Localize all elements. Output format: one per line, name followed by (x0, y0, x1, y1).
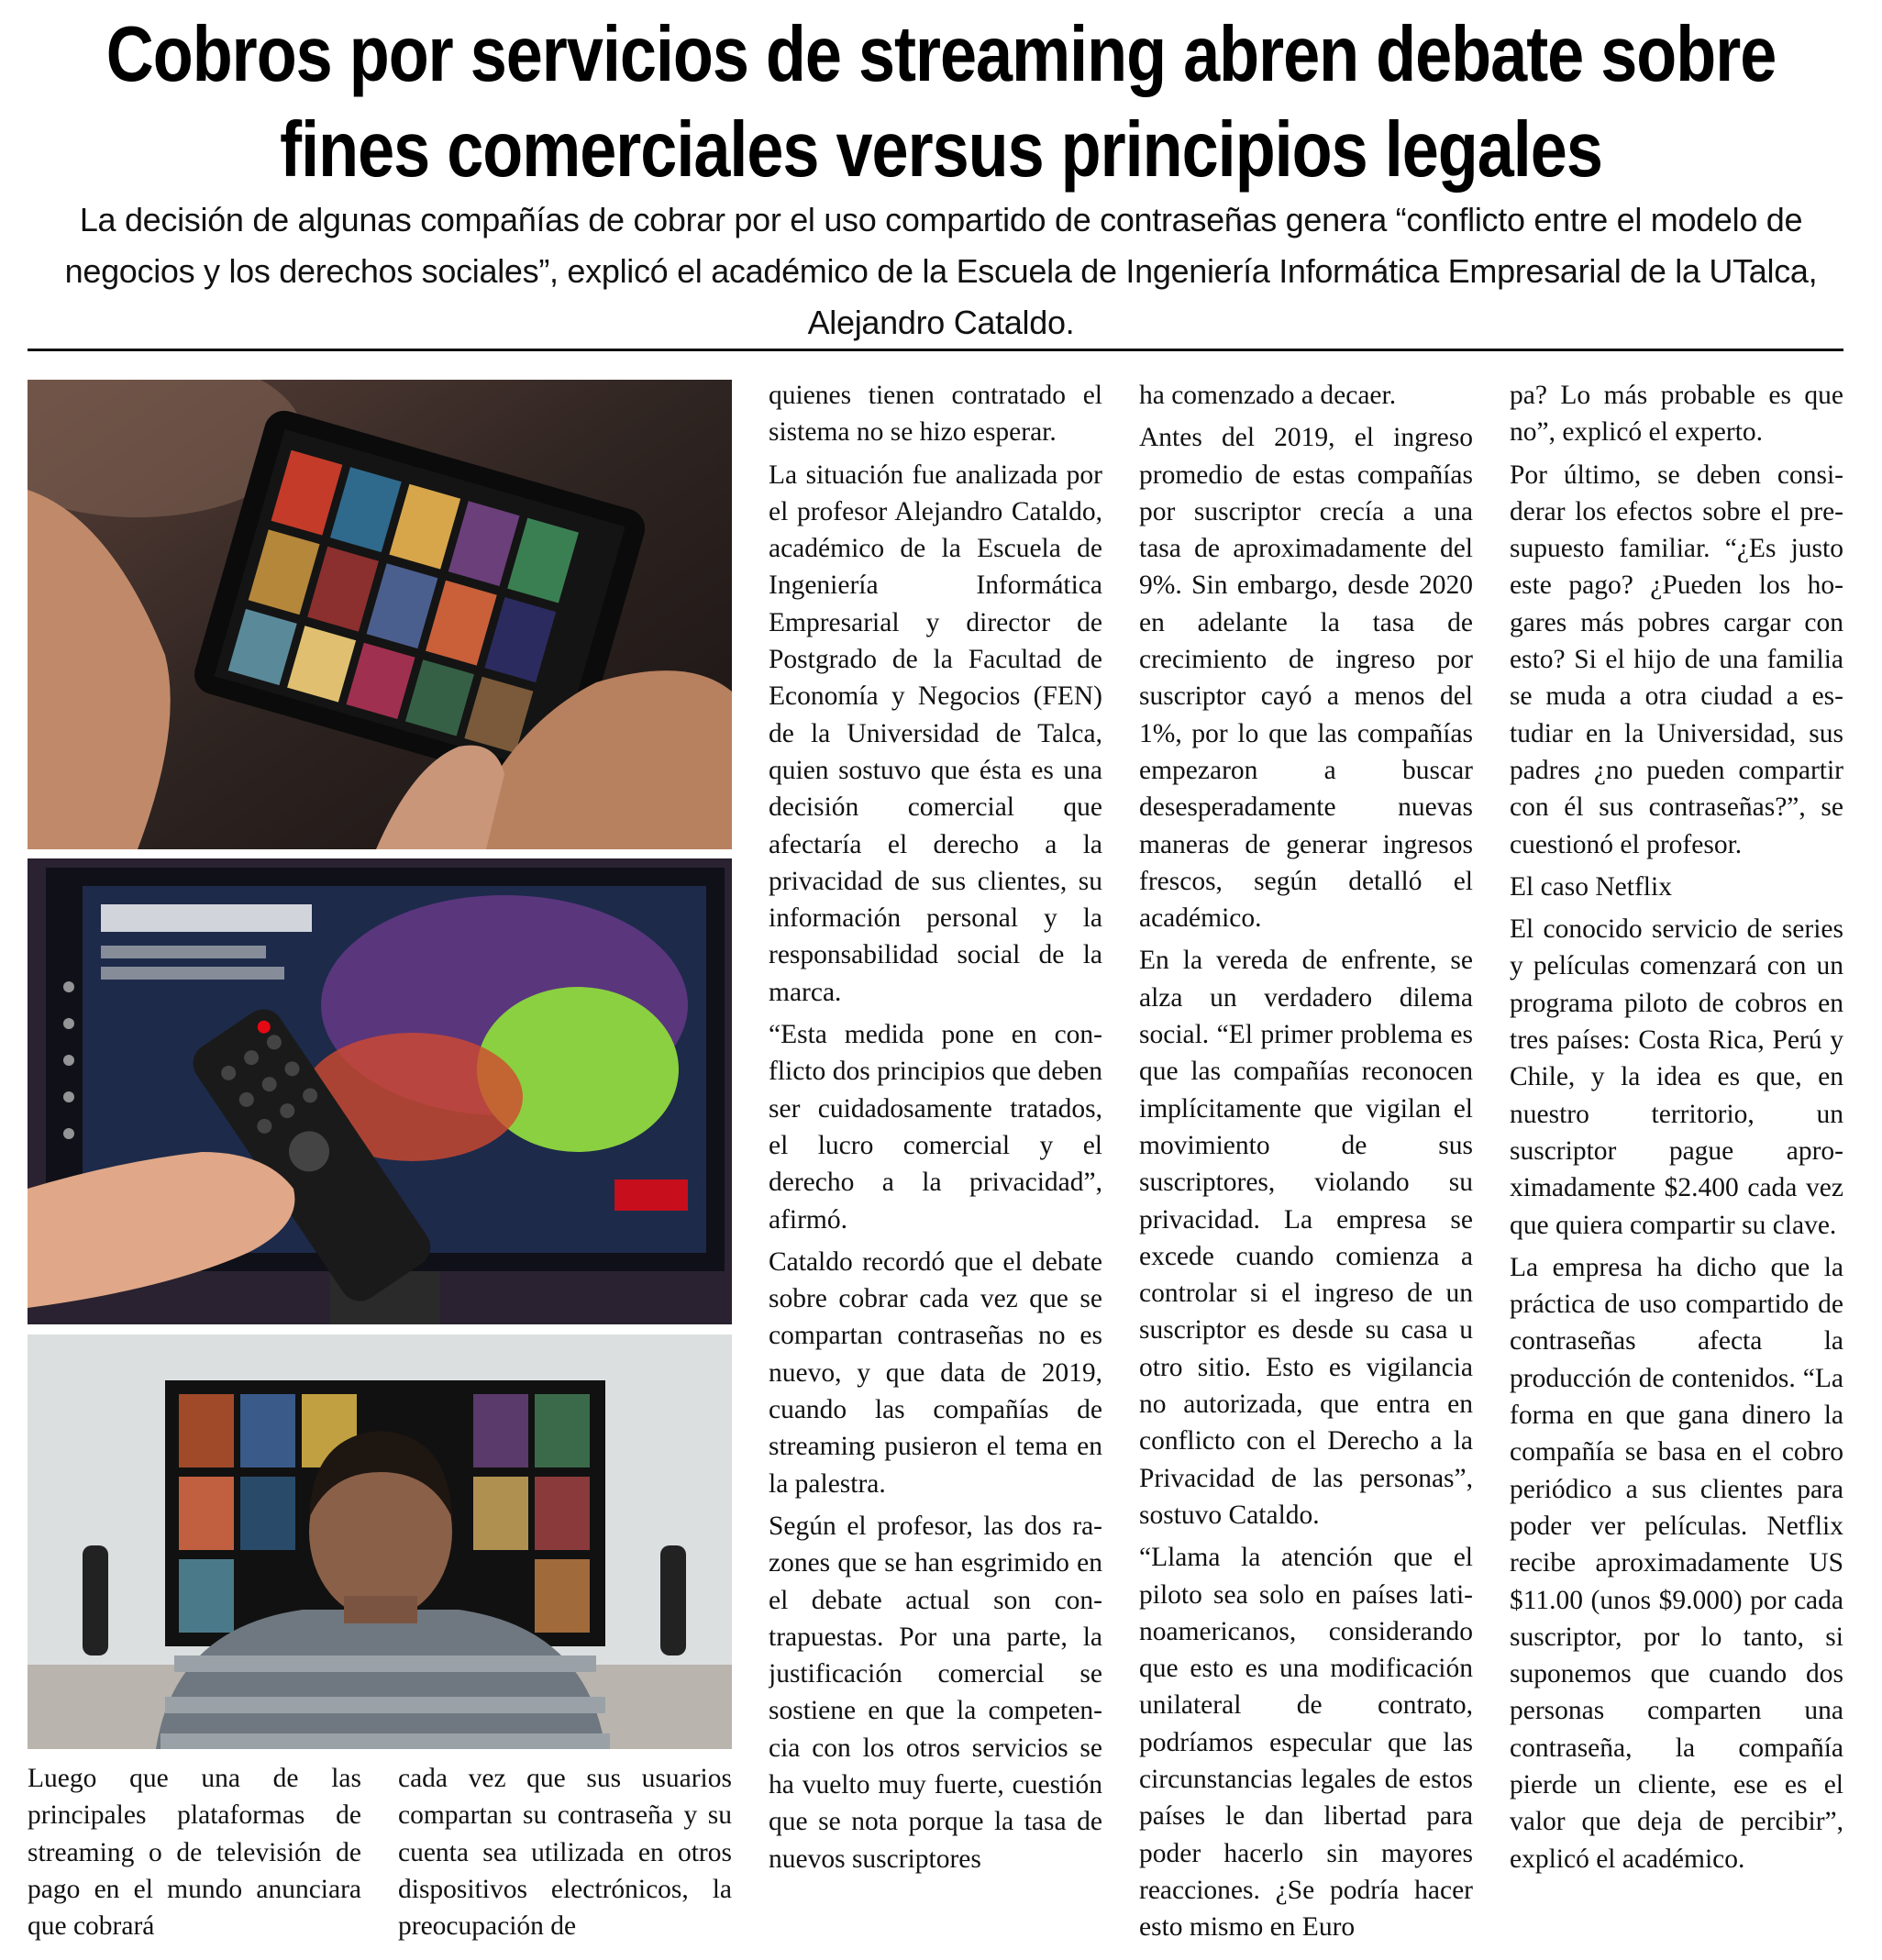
paragraph: Según el profesor, las dos razones que se han esgrimido en el debate actual son contrapuestas. Por una parte, la justificación comercial se sostiene en que la competencia con los otros servicios se ha vuelto muy fuerte, cuestión que se nota porque la tasa de nuevos suscriptores (769, 1511, 1102, 1874)
paragraph: La empresa ha dicho que la práctica de uso compartido de contraseñas afecta la producción de contenidos. “La forma en que gana dinero la compañía se basa en el cobro periódico a sus clientes para poder ver películas. Netflix recibe aproximadamente US $11.00 (unos $9.000) por cada suscriptor, por lo tanto, si suponemos que cuando dos personas comparten una contraseña, la compañía pierde un cliente, ese es el valor que deja de percibir”, explicó el académico. (1510, 1252, 1843, 1874)
column-2 (398, 1760, 732, 1956)
paragraph: Cataldo recordó que el debate sobre cobrar cada vez que se compartan contraseñas no es nuevo, y que data de 2019, cuando las compañías de streaming pusieron el tema en la palestra. (769, 1246, 1102, 1499)
column-1 (28, 1760, 361, 1956)
paragraph: pa? Lo más probable es que no”, explicó el experto. (1510, 381, 1843, 448)
paragraph: ha comenzado a decaer. (1139, 381, 1397, 410)
paragraph: “Llama la atención que el piloto sea solo en países latinoamericanos, considerando que esto es una modificación unilateral de contrato, podríamos especular que las circunstancias legales de estos países le dan libertad para poder hacerlo sin mayores reacciones. ¿Se podría hacer esto mismo en Euro (1139, 1543, 1473, 1943)
deck: La decisión de algunas compañías de cobrar por el uso compartido de contraseñas genera “conflicto entre el modelo de negocios y los derechos sociales”, explicó el académico de la Escuela de Ingeniería Informática Empresarial de la UTalca, Alejandro Cataldo. (64, 201, 1818, 341)
column-5 (1510, 377, 1843, 1956)
column-3 (769, 377, 1102, 1956)
paragraph: cada vez que sus usuarios compartan su contraseña y su cuenta sea utilizada en otros dispositivos electrónicos, la preocupación de (398, 1764, 732, 1942)
subheading-el-caso-netflix: El caso Netflix (1510, 871, 1672, 902)
paragraph: quienes tienen contratado el sistema no se hizo esperar. (769, 381, 1102, 448)
column-4 (1139, 377, 1473, 1956)
paragraph: En la vereda de enfrente, se alza un verdadero dilema social. “El primer problema es que las compañías reconocen implícitamente que vigilan el movimiento de sus suscriptores, violando su privacidad. La empresa se excede cuando comienza a controlar si el ingreso de un suscriptor es desde su casa u otro sitio. Esto es vigilancia no autorizada, que entra en conflicto con el Derecho a la Privacidad de las personas”, sostuvo Cataldo. (1139, 946, 1473, 1530)
paragraph: Por último, se deben considerar los efectos sobre el presupuesto familiar. “¿Es justo este pago? ¿Pueden los hogares más pobres cargar con esto? Si el hijo de una familia se muda a otra ciudad a estudiar en la Universidad, sus padres ¿no pueden compartir con él sus contraseñas?”, se cuestionó el profesor. (1510, 460, 1843, 859)
paragraph: La situación fue analizada por el profesor Alejandro Cataldo, académico de la Escuela de Ingeniería Informática Empresarial y director de Postgrado de la Facultad de Economía y Negocios (FEN) de la Universidad de Talca, quien sostuvo que ésta es una decisión comercial que afectaría el derecho a la privacidad de sus clientes, su información personal y la responsabilidad social de la marca. (769, 460, 1102, 1007)
headline: Cobros por servicios de streaming abren debate sobre fines comerciales versus principios legales (105, 11, 1777, 194)
headline-rule (28, 349, 1843, 351)
paragraph: “Esta medida pone en conflicto dos principios que deben ser cuidadosamente tratados, el lucro comercial y el derecho a la privacidad”, afirmó. (769, 1020, 1102, 1235)
paragraph: Luego que una de las principales plataformas de streaming o de televisión de pago en el mundo anunciara que cobrará (28, 1764, 361, 1942)
paragraph: El conocido servicio de series y películas comenzará con un programa piloto de cobros en tres países: Costa Rica, Perú y Chile, y la idea es que, en nuestro territorio, un suscriptor pague aproximadamente $2.400 cada vez que quiera compartir su clave. (1510, 914, 1843, 1240)
photo-tv-viewer (28, 1334, 732, 1749)
photo-tablet (28, 380, 732, 849)
paragraph: Antes del 2019, el ingreso promedio de estas compañías por suscriptor crecía a una tasa de aproximadamente del 9%. Sin embargo, desde 2020 en adelante la tasa de crecimiento de ingreso por suscriptor cayó a menos del 1%, por lo que las compañías empezaron a buscar desesperadamente nuevas maneras de generar ingresos frescos, según detalló el académico. (1139, 423, 1473, 934)
photo-remote (28, 858, 732, 1324)
